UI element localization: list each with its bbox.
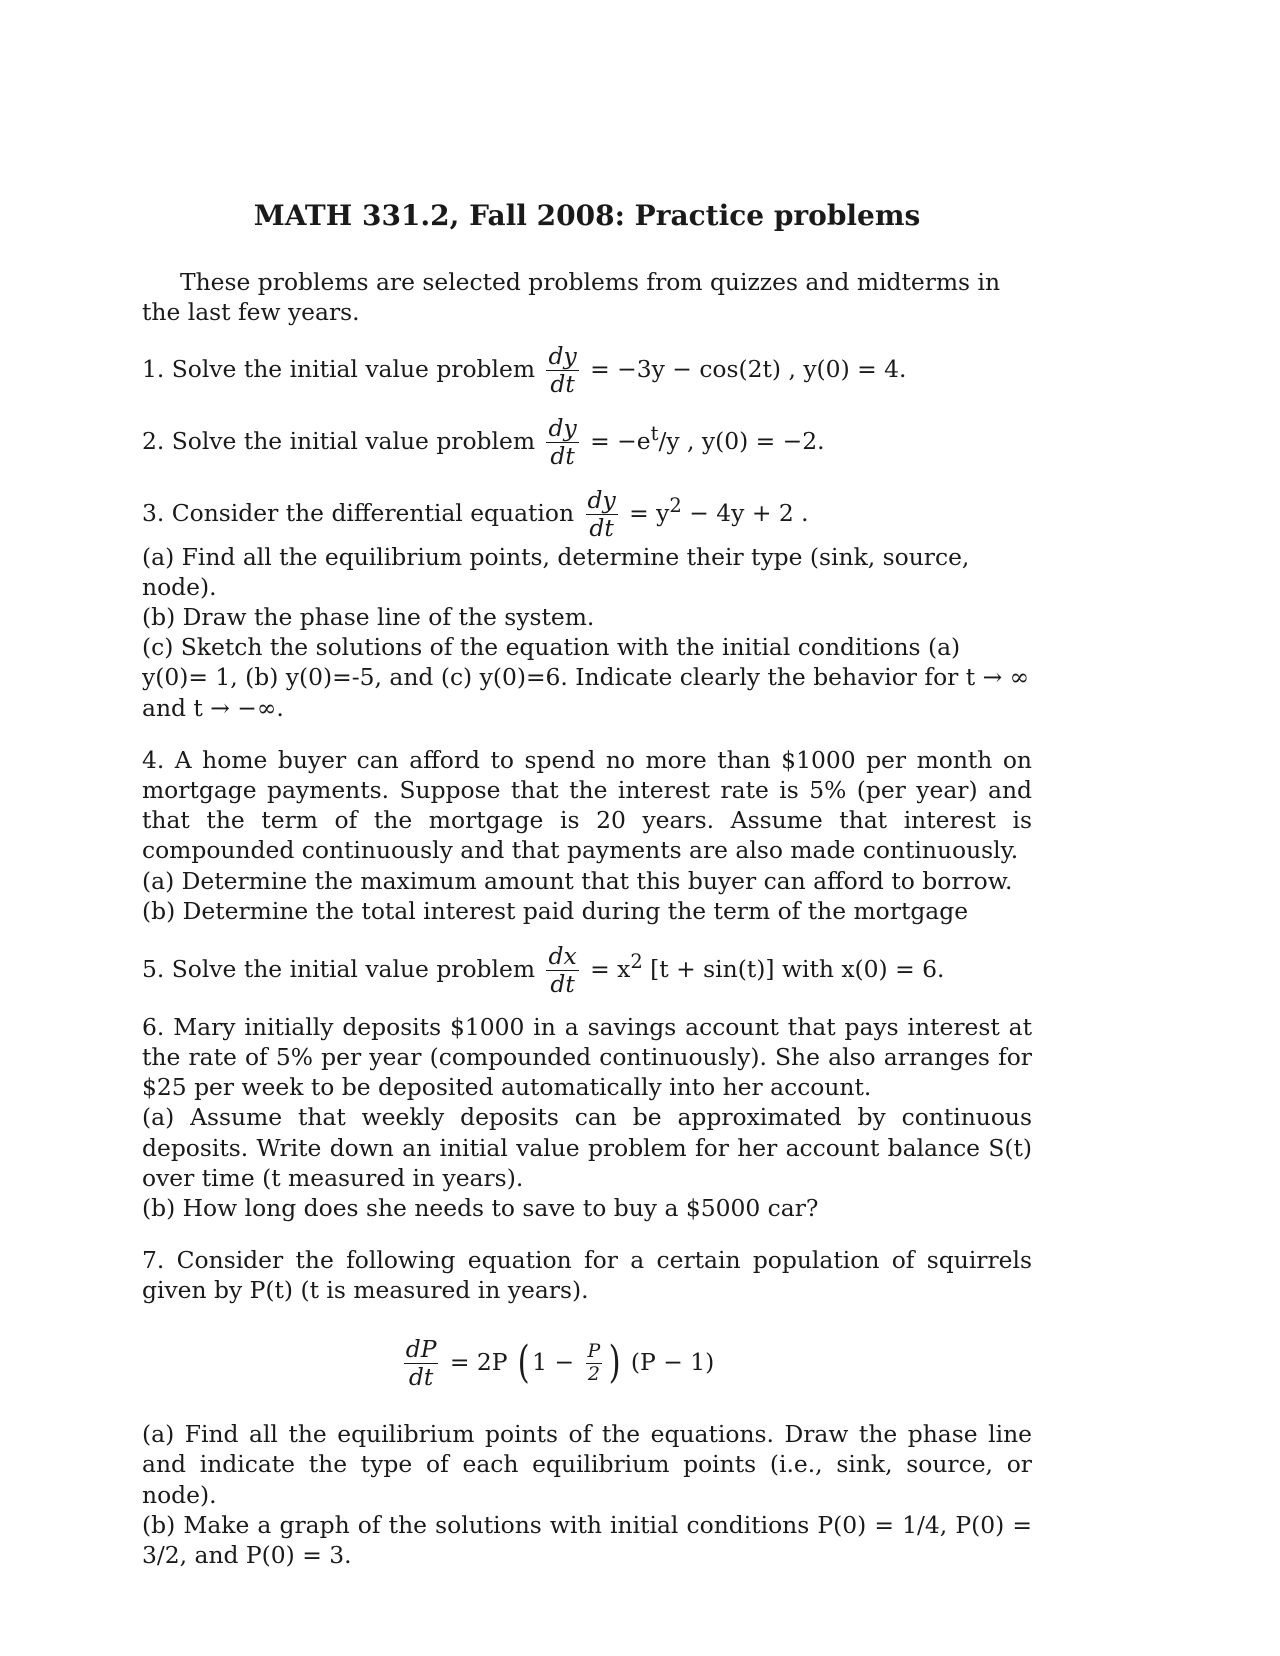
problem-5-rhs-b: [t + sin(t)] with x(0) = 6. (642, 954, 945, 983)
problem-5-denominator: dt (550, 969, 575, 998)
problem-7-display-equation (82, 1332, 1032, 1394)
intro-paragraph: These problems are selected problems from quizzes and midterms in the last few years. (142, 268, 1001, 327)
document-page (142, 198, 1032, 1570)
problem-7-text: 7. Consider the following equation for a certain population of squirrels given by P(t) (t is measured in years). (142, 1246, 1032, 1305)
problem-3-equation-line (142, 484, 1032, 542)
problem-3-rhs-a: = y (629, 498, 670, 527)
problem-5-exponent: 2 (630, 950, 643, 974)
problem-5-lead: 5. Solve the initial value problem (142, 954, 536, 983)
problem-7-part-a: (a) Find all the equilibrium points of the equations. Draw the phase line and indicate the type of each equilibrium points (i.e., sink, source, or node). (142, 1420, 1032, 1509)
problem-6 (142, 1012, 1032, 1223)
problem-7-p-numerator: P (587, 1339, 601, 1362)
problem-7-open-paren: ( (517, 1337, 530, 1389)
problem-2-denominator: dt (550, 442, 575, 471)
problem-2-rhs-b: /y , y(0) = −2. (658, 427, 825, 456)
problem-1-rhs: = −3y − cos(2t) , y(0) = 4. (590, 355, 907, 384)
document-title: MATH 331.2, Fall 2008: Practice problems (253, 199, 921, 232)
problem-4-part-b: (b) Determine the total interest paid during the term of the mortgage (142, 896, 969, 925)
problem-2-exponent: t (650, 422, 659, 446)
problem-1-lead: 1. Solve the initial value problem (142, 355, 536, 384)
problem-7-part-b: (b) Make a graph of the solutions with initial conditions P(0) = 1/4, P(0) = 3/2, and P(0) = 3. (142, 1510, 1032, 1569)
problem-7 (142, 1245, 1032, 1570)
problem-5-numerator: dx (548, 941, 577, 970)
problem-3-derivative (586, 487, 618, 542)
problem-4-part-a: (a) Determine the maximum amount that this buyer can afford to borrow. (142, 866, 1013, 895)
problem-1 (142, 343, 1032, 398)
problem-3-part-b: (b) Draw the phase line of the system. (142, 603, 595, 632)
problem-3-part-a: (a) Find all the equilibrium points, determine their type (sink, source, node). (142, 542, 970, 601)
problem-7-p-over-2 (586, 1341, 603, 1386)
problem-7-eq-mid: = 2P (449, 1347, 508, 1376)
problem-7-numerator: dP (405, 1334, 437, 1363)
problem-2 (142, 412, 1032, 470)
problem-3 (142, 484, 1032, 723)
problem-3-numerator: dy (587, 485, 616, 514)
problem-7-eq-one: 1 − (532, 1347, 575, 1376)
problem-6-part-a: (a) Assume that weekly deposits can be approximated by continuous deposits. Write down an initial value problem for her account balance S(t) over time (t measured in years). (142, 1103, 1032, 1192)
problem-7-close-paren: ) (608, 1337, 621, 1389)
problem-7-derivative (404, 1336, 439, 1391)
problem-7-denominator: dt (408, 1362, 434, 1391)
problem-2-lead: 2. Solve the initial value problem (142, 427, 536, 456)
problem-4-text: 4. A home buyer can afford to spend no more than $1000 per month on mortgage payments. Suppose that the interest rate is 5% (per year) and that the term of the mortgage is 20 years. Assume that interest is compounded continuously and that payments are also made continuously. (142, 745, 1032, 865)
problem-3-part-c: (c) Sketch the solutions of the equation with the initial conditions (a) y(0)= 1, (b) y(0)=-5, and (c) y(0)=6. Indicate clearly the behavior for t → ∞ and t → −∞. (142, 633, 1030, 722)
problem-2-derivative (546, 415, 578, 470)
problem-1-denominator: dt (550, 370, 575, 399)
problem-7-eq-tail: (P − 1) (630, 1347, 715, 1376)
problem-4 (142, 745, 1032, 926)
problem-3-denominator: dt (589, 513, 614, 542)
problem-3-rhs-b: − 4y + 2 . (681, 498, 809, 527)
problem-2-numerator: dy (548, 414, 577, 443)
problem-5 (142, 940, 1032, 998)
problem-5-derivative (546, 943, 578, 998)
problem-6-text: 6. Mary initially deposits $1000 in a savings account that pays interest at the rate of 5% per year (compounded continuously). She also arranges for $25 per week to be deposited automatically into her account. (142, 1012, 1032, 1102)
problem-3-exponent: 2 (669, 493, 682, 517)
problem-5-rhs-a: = x (590, 954, 631, 983)
problem-1-numerator: dy (548, 342, 577, 371)
problem-7-p-denominator: 2 (587, 1362, 600, 1385)
problem-3-lead: 3. Consider the differential equation (142, 498, 575, 527)
problem-1-derivative (546, 343, 578, 398)
problem-6-part-b: (b) How long does she needs to save to buy a $5000 car? (142, 1193, 819, 1222)
problem-2-rhs-a: = −e (590, 427, 651, 456)
